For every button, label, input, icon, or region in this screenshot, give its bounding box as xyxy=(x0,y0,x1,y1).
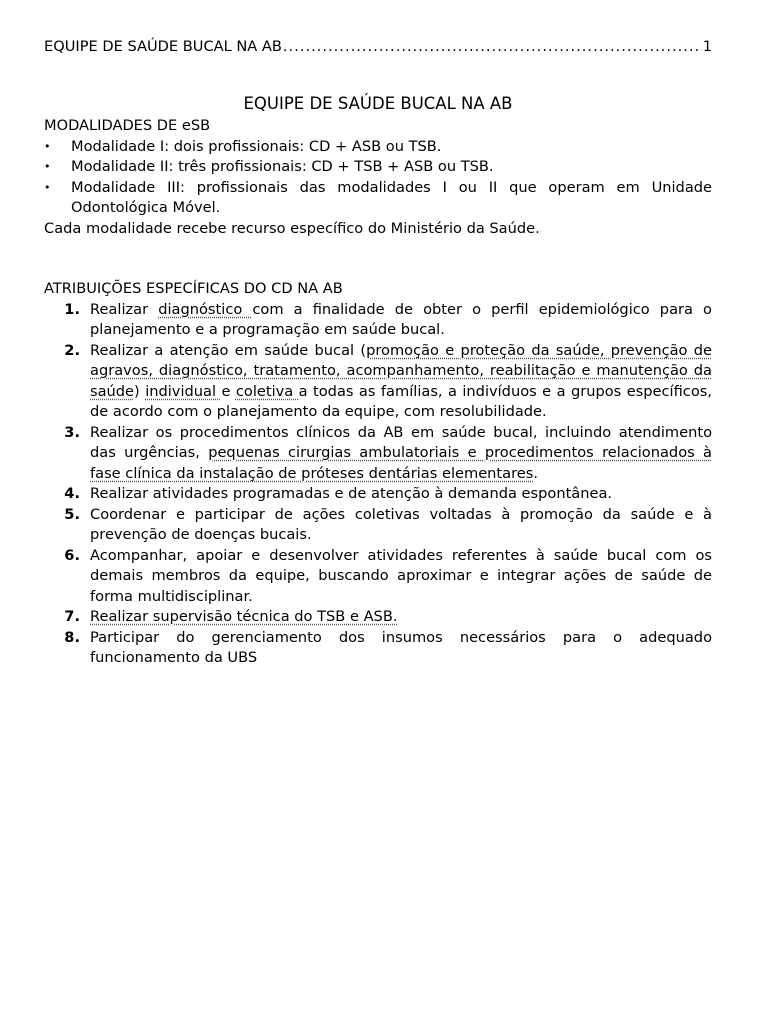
toc-entry[interactable] xyxy=(44,38,712,60)
toc-leader-dots xyxy=(283,38,702,55)
item-text: Realizar os procedimentos clínicos da AB em saúde bucal, incluindo atendimento das urgências, xyxy=(90,423,712,461)
list-item xyxy=(44,423,712,485)
list-item xyxy=(44,137,712,158)
modalidades-list xyxy=(44,137,712,219)
list-item xyxy=(44,178,712,219)
list-item xyxy=(44,505,712,546)
list-item xyxy=(44,484,712,505)
modalidades-heading: MODALIDADES DE eSB xyxy=(44,117,211,134)
item-number: 4. xyxy=(64,485,80,502)
bullet-icon: • xyxy=(44,160,51,173)
underlined-text: promoção e proteção da saúde, prevenção de agravos, diagnóstico, tratamento, acompanhamento, reabilitação e manutenção da saúde xyxy=(90,341,712,400)
item-text: e xyxy=(221,382,236,400)
list-item xyxy=(44,157,712,178)
bullet-icon: • xyxy=(44,139,51,153)
item-number: 5. xyxy=(64,505,80,523)
item-number: 6. xyxy=(64,546,80,564)
underlined-text: coletiva xyxy=(235,382,299,400)
item-text: com a finalidade de obter o perfil epidemiológico para o planejamento e a programação em saúde bucal. xyxy=(90,300,712,338)
item-text: Realizar a atenção em saúde bucal ( xyxy=(90,341,367,359)
modalidades-note: Cada modalidade recebe recurso específico do Ministério da Saúde. xyxy=(44,219,540,237)
item-number: 7. xyxy=(64,608,80,625)
list-item-text: Modalidade II: três profissionais: CD + TSB + ASB ou TSB. xyxy=(71,158,494,175)
item-text: . xyxy=(533,464,538,482)
list-item xyxy=(44,300,712,341)
toc-title: EQUIPE DE SAÚDE BUCAL NA AB xyxy=(44,38,282,55)
toc-page-number: 1 xyxy=(702,38,712,55)
item-text: ) xyxy=(134,382,146,400)
item-number: 2. xyxy=(64,341,80,359)
item-number: 1. xyxy=(64,300,80,318)
document-page xyxy=(44,38,712,669)
list-item xyxy=(44,607,712,628)
item-text: Realizar xyxy=(90,300,159,318)
list-item xyxy=(44,546,712,608)
list-item-text: Modalidade I: dois profissionais: CD + ASB ou TSB. xyxy=(71,137,442,155)
list-item-text: Modalidade III: profissionais das modalidades I ou II que operam em Unidade Odontológica Móvel. xyxy=(71,178,712,216)
item-text: Realizar atividades programadas e de atenção à demanda espontânea. xyxy=(90,485,613,502)
bullet-icon: • xyxy=(44,180,51,194)
item-text: Coordenar e participar de ações coletivas voltadas à promoção da saúde e à prevenção de doenças bucais. xyxy=(90,505,712,543)
item-text: Acompanhar, apoiar e desenvolver atividades referentes à saúde bucal com os demais membros da equipe, buscando aproximar e integrar ações de saúde de forma multidisciplinar. xyxy=(90,546,712,605)
atribuicoes-heading: ATRIBUIÇÕES ESPECÍFICAS DO CD NA AB xyxy=(44,280,343,297)
item-number: 8. xyxy=(64,628,80,646)
item-text: Participar do gerenciamento dos insumos necessários para o adequado funcionamento da UBS xyxy=(90,628,712,666)
item-number: 3. xyxy=(64,423,80,441)
item-text: a todas as famílias, a indivíduos e a grupos específicos, de acordo com o planejamento da equipe, com resolubilidade. xyxy=(90,382,712,420)
list-item xyxy=(44,628,712,669)
underlined-text: individual xyxy=(145,382,222,400)
document-title: EQUIPE DE SAÚDE BUCAL NA AB xyxy=(243,94,513,113)
underlined-text: pequenas cirurgias ambulatoriais e procedimentos relacionados à fase clínica da instalação de próteses dentárias elementares xyxy=(90,444,712,482)
underlined-text: Realizar supervisão técnica do TSB e ASB. xyxy=(90,608,398,625)
list-item xyxy=(44,341,712,423)
underlined-text: diagnóstico xyxy=(158,300,253,318)
atribuicoes-list xyxy=(44,300,712,669)
